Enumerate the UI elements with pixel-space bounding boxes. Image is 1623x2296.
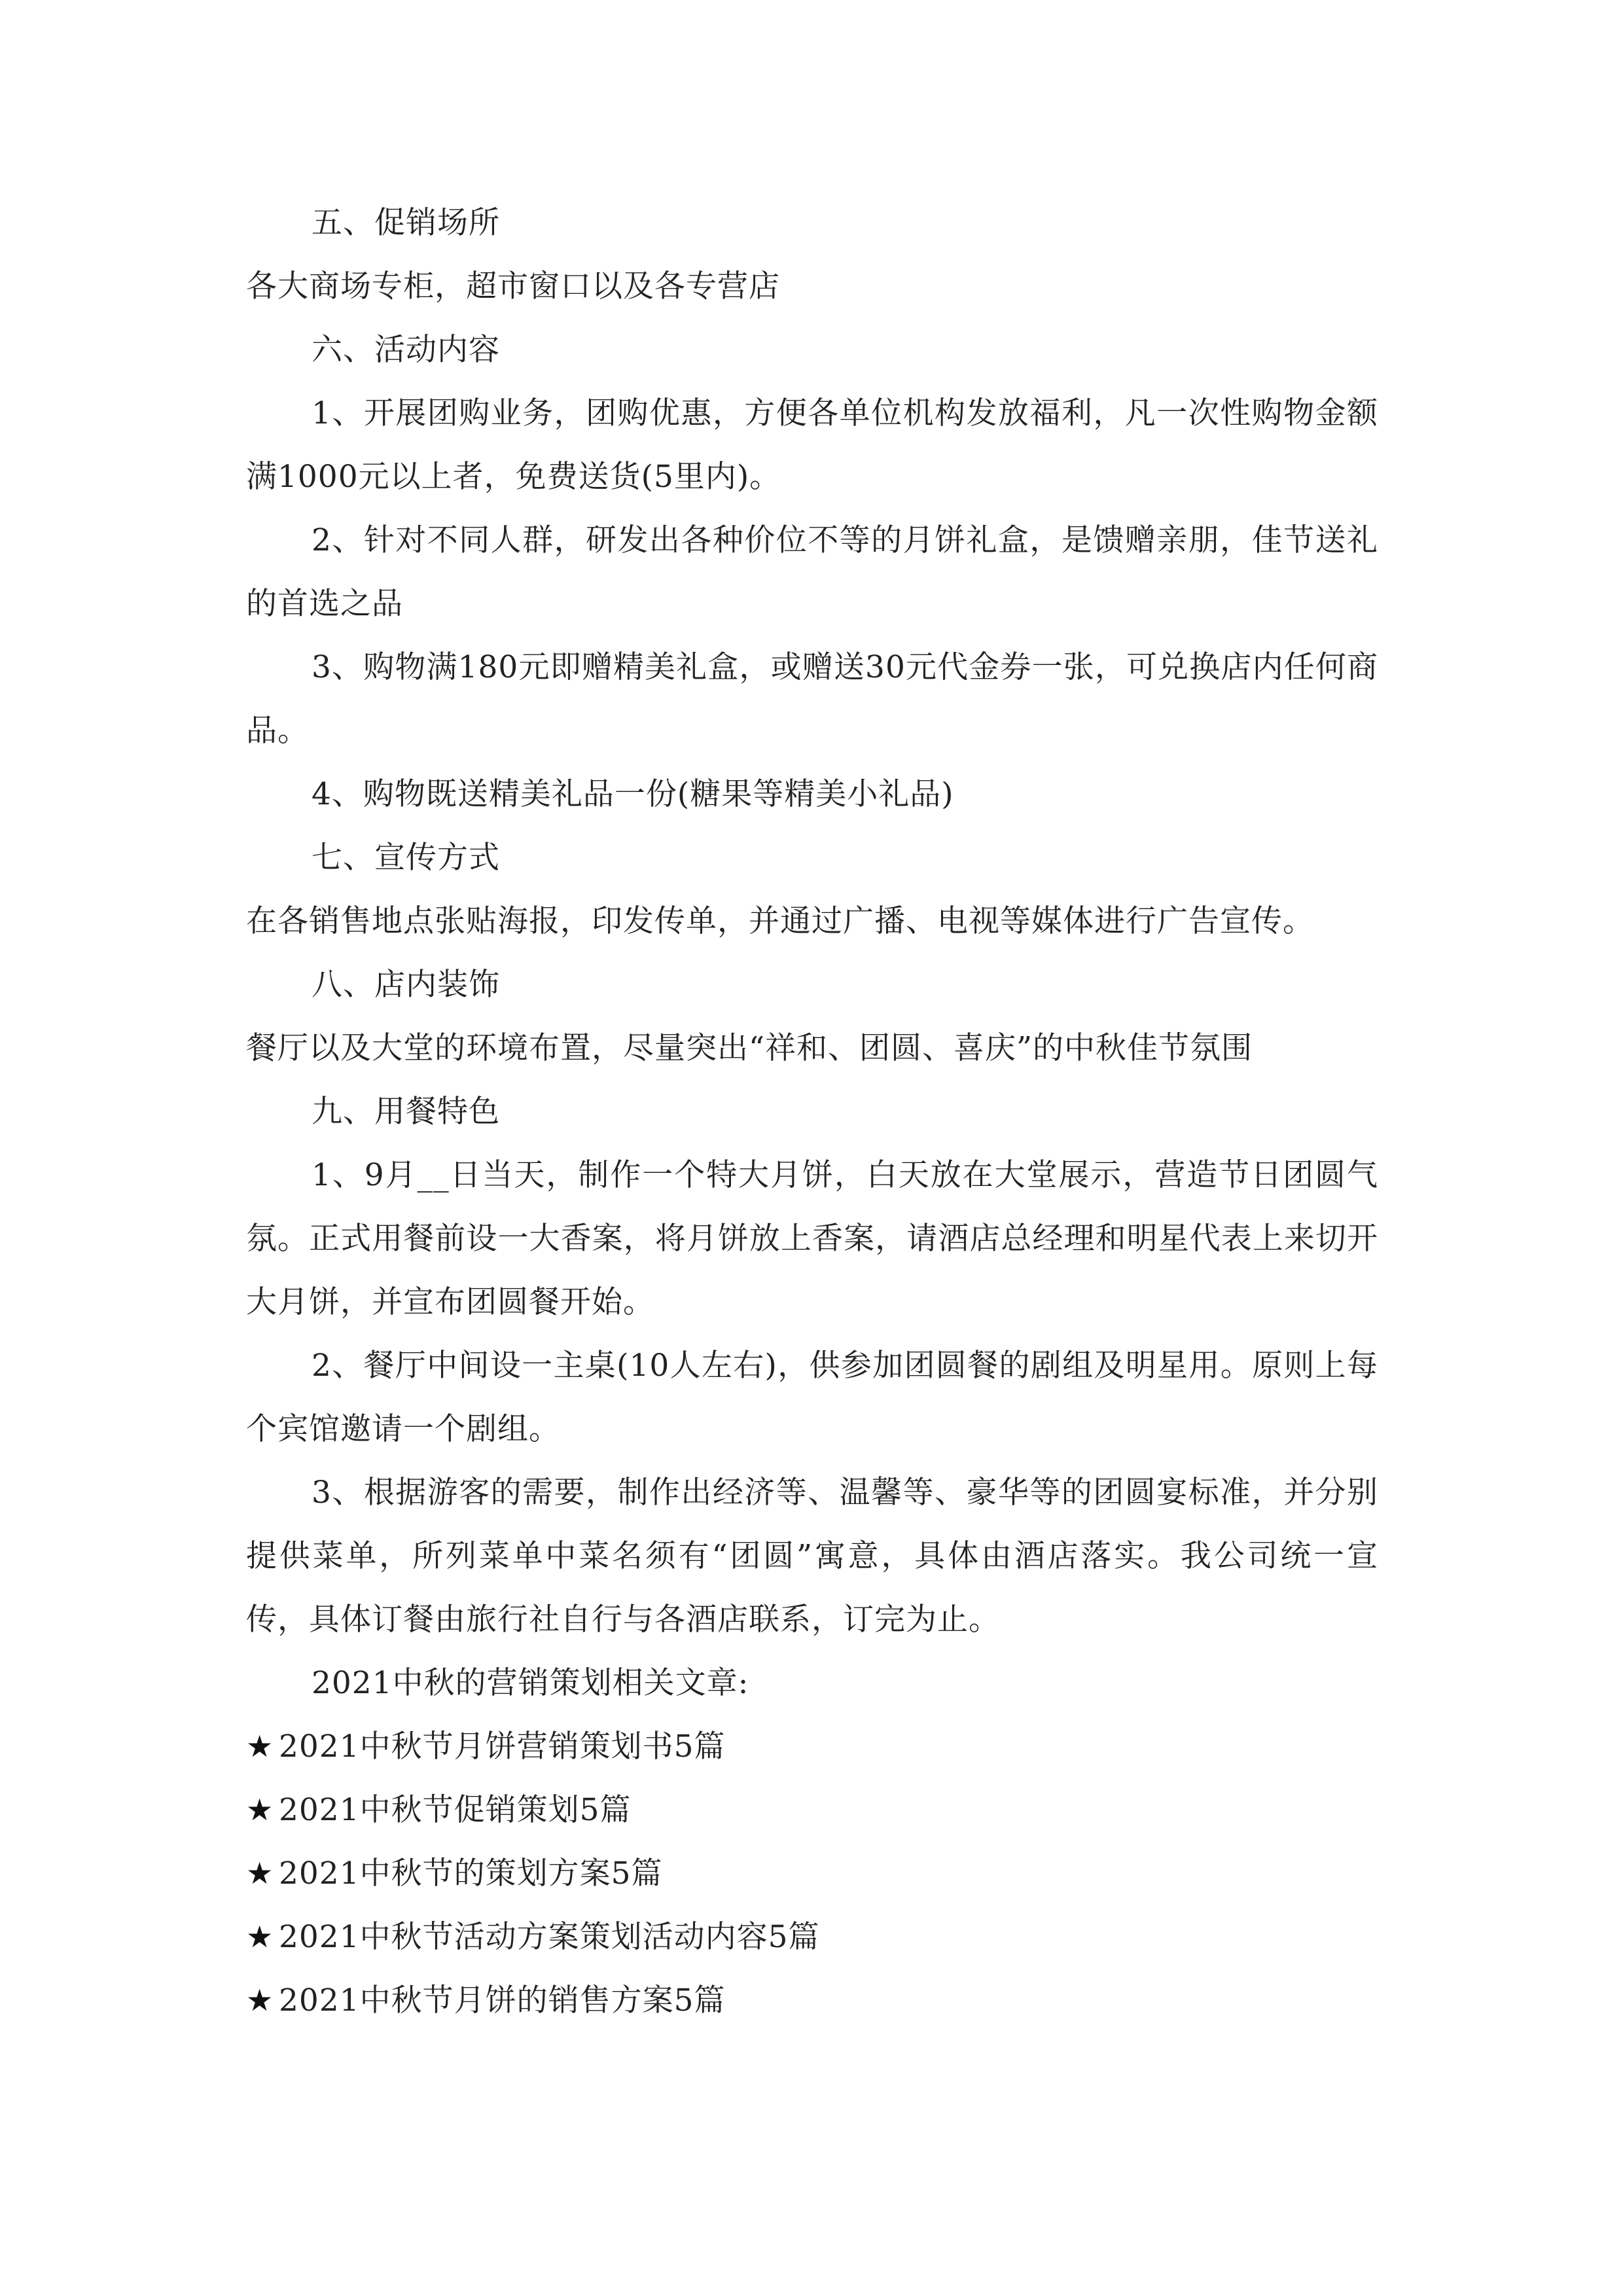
venue-text: 各大商场专柜，超市窗口以及各专营店 [246,268,780,304]
related-article-text[interactable]: 2021中秋节的策划方案5篇 [279,1856,663,1892]
document-body [246,191,1378,2032]
activity-item-1: 1、开展团购业务，团购优惠，方便各单位机构发放福利，凡一次性购物金额满1000元以上者，免费送货(5里内)。 [246,395,1378,495]
section-heading-dining: 九、用餐特色 [312,1094,500,1130]
star-icon: ★ [246,1919,274,1954]
section-heading-venue: 五、促销场所 [312,205,500,241]
section-heading-promotion: 七、宣传方式 [312,840,500,876]
star-icon: ★ [246,1856,274,1891]
activity-item-4: 4、购物既送精美礼品一份(糖果等精美小礼品) [312,776,954,812]
related-article-text[interactable]: 2021中秋节月饼营销策划书5篇 [279,1729,726,1765]
related-article-text[interactable]: 2021中秋节月饼的销售方案5篇 [279,1982,726,2018]
related-article-link[interactable] [246,1842,1378,1905]
dining-item-2: 2、餐厅中间设一主桌(10人左右)，供参加团圆餐的剧组及明星用。原则上每个宾馆邀请一个剧组。 [246,1348,1378,1447]
dining-item-1: 1、9月__日当天，制作一个特大月饼，白天放在大堂展示，营造节日团圆气氛。正式用餐前设一大香案，将月饼放上香案，请酒店总经理和明星代表上来切开大月饼，并宣布团圆餐开始。 [246,1157,1378,1320]
related-article-text[interactable]: 2021中秋节促销策划5篇 [279,1792,632,1828]
related-article-link[interactable] [246,1905,1378,1969]
dining-item-3: 3、根据游客的需要，制作出经济等、温馨等、豪华等的团圆宴标准，并分别提供菜单，所列菜单中菜名须有“团圆”寓意，具体由酒店落实。我公司统一宣传，具体订餐由旅行社自行与各酒店联系，订完为止。 [246,1475,1378,1638]
star-icon: ★ [246,1982,274,2018]
decoration-text: 餐厅以及大堂的环境布置，尽量突出“祥和、团圆、喜庆”的中秋佳节氛围 [246,1030,1253,1066]
related-articles-title: 2021中秋的营销策划相关文章: [312,1665,749,1701]
activity-item-2: 2、针对不同人群，研发出各种价位不等的月饼礼盒，是馈赠亲朋，佳节送礼的首选之品 [246,522,1378,622]
star-icon: ★ [246,1792,274,1827]
section-heading-activities: 六、活动内容 [312,332,500,368]
promotion-text: 在各销售地点张贴海报，印发传单，并通过广播、电视等媒体进行广告宣传。 [246,903,1314,939]
activity-item-3: 3、购物满180元即赠精美礼盒，或赠送30元代金券一张，可兑换店内任何商品。 [246,649,1378,749]
related-article-link[interactable] [246,1778,1378,1842]
star-icon: ★ [246,1729,274,1764]
related-article-link[interactable] [246,1969,1378,2032]
section-heading-decoration: 八、店内装饰 [312,967,500,1003]
related-article-text[interactable]: 2021中秋节活动方案策划活动内容5篇 [279,1919,820,1955]
related-article-link[interactable] [246,1715,1378,1778]
